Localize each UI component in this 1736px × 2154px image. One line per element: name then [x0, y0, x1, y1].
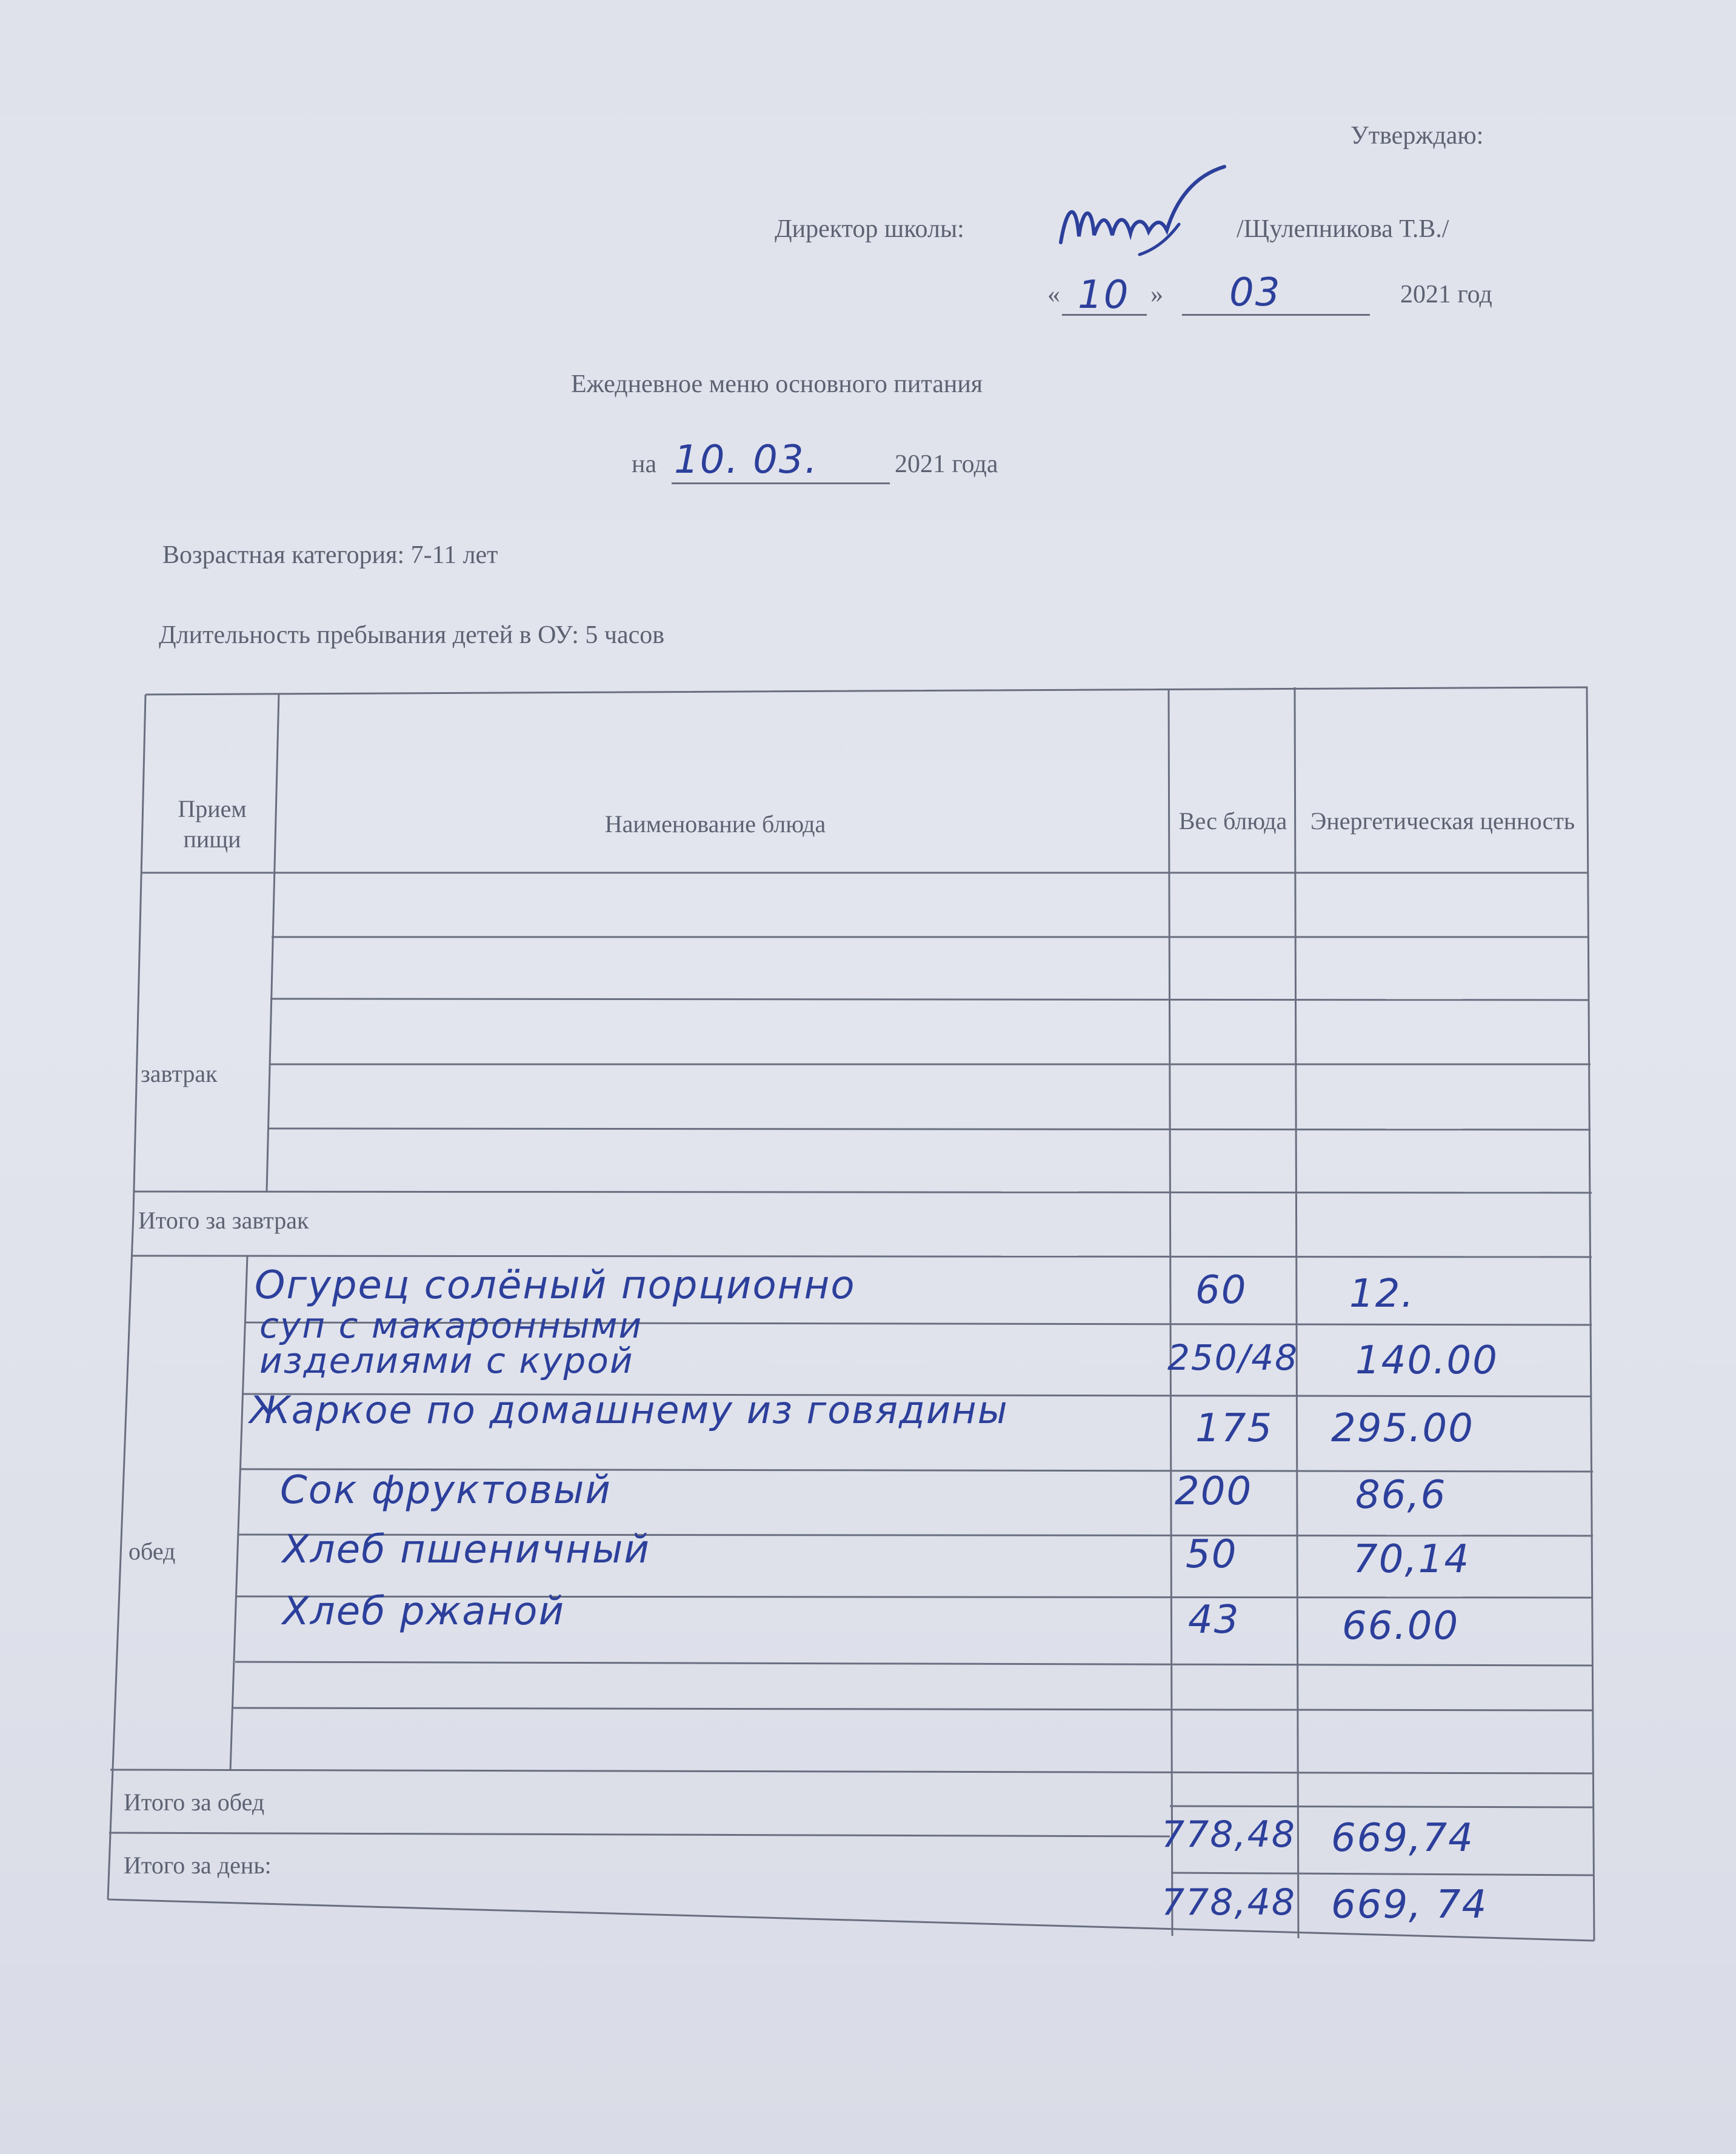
- date-quote-close: »: [1150, 281, 1163, 308]
- header-dish: Наименование блюда: [604, 810, 826, 838]
- breakfast-total-label: Итого за завтрак: [138, 1207, 309, 1234]
- lunch-energy-1: 12.: [1349, 1272, 1415, 1316]
- approval-month: 03: [1229, 270, 1281, 315]
- header-meal: Прием пищи: [178, 795, 247, 853]
- lunch-dish-2-text: суп с макаронными изделиями с курой: [259, 1305, 643, 1381]
- date-suffix: 2021 года: [895, 450, 998, 478]
- lunch-dish-3-text: Жаркое по домашнему из говядины: [250, 1388, 1009, 1432]
- lunch-energy-4: 86,6: [1355, 1473, 1447, 1518]
- date-prefix: на: [632, 450, 657, 478]
- director-label: Директор школы:: [775, 215, 964, 243]
- day-total-label: Итого за день:: [124, 1852, 272, 1879]
- day-total-weight: 778,48: [1161, 1881, 1296, 1924]
- age-category: Возрастная категория: 7-11 лет: [162, 541, 498, 569]
- lunch-label: обед: [129, 1538, 176, 1565]
- breakfast-label: завтрак: [141, 1060, 218, 1087]
- day-total-energy: 669, 74: [1331, 1882, 1488, 1927]
- menu-date: 10. 03.: [674, 438, 818, 482]
- lunch-energy-5: 70,14: [1353, 1537, 1471, 1582]
- approval-year: 2021 год: [1400, 281, 1492, 308]
- lunch-dish-6: Хлеб ржаной: [282, 1589, 566, 1634]
- director-name: /Щулепникова Т.В./: [1237, 215, 1449, 243]
- lunch-dish-5: Хлеб пшеничный: [282, 1527, 650, 1572]
- lunch-weight-6: 43: [1188, 1598, 1240, 1642]
- lunch-energy-3: 295.00: [1331, 1406, 1474, 1451]
- lunch-weight-5: 50: [1186, 1532, 1238, 1577]
- lunch-energy-6: 66.00: [1342, 1604, 1460, 1649]
- lunch-dish-2: [259, 1305, 866, 1381]
- approval-day: 10: [1078, 273, 1130, 318]
- date-quote-open: «: [1047, 281, 1060, 308]
- document-title: Ежедневное меню основного питания: [571, 370, 983, 398]
- header-energy: Энергетическая ценность: [1310, 807, 1575, 835]
- director-signature: [1049, 164, 1249, 267]
- approve-label: Утверждаю:: [1350, 122, 1484, 150]
- lunch-dish-1: Огурец солёный порционно: [255, 1263, 856, 1308]
- lunch-total-weight: 778,48: [1161, 1813, 1296, 1856]
- lunch-total-energy: 669,74: [1331, 1816, 1474, 1861]
- header-weight: Вес блюда: [1178, 807, 1287, 835]
- lunch-weight-3: 175: [1195, 1406, 1274, 1451]
- lunch-weight-4: 200: [1175, 1469, 1253, 1514]
- lunch-weight-1: 60: [1195, 1268, 1247, 1313]
- lunch-total-label: Итого за обед: [124, 1789, 265, 1816]
- stay-duration: Длительность пребывания детей в ОУ: 5 часов: [159, 621, 665, 649]
- lunch-weight-2: 250/48: [1167, 1337, 1299, 1378]
- lunch-dish-4: Сок фруктовый: [280, 1468, 612, 1513]
- date-slot: [672, 482, 890, 484]
- lunch-energy-2: 140.00: [1355, 1338, 1498, 1383]
- lunch-dish-3: [250, 1388, 1038, 1432]
